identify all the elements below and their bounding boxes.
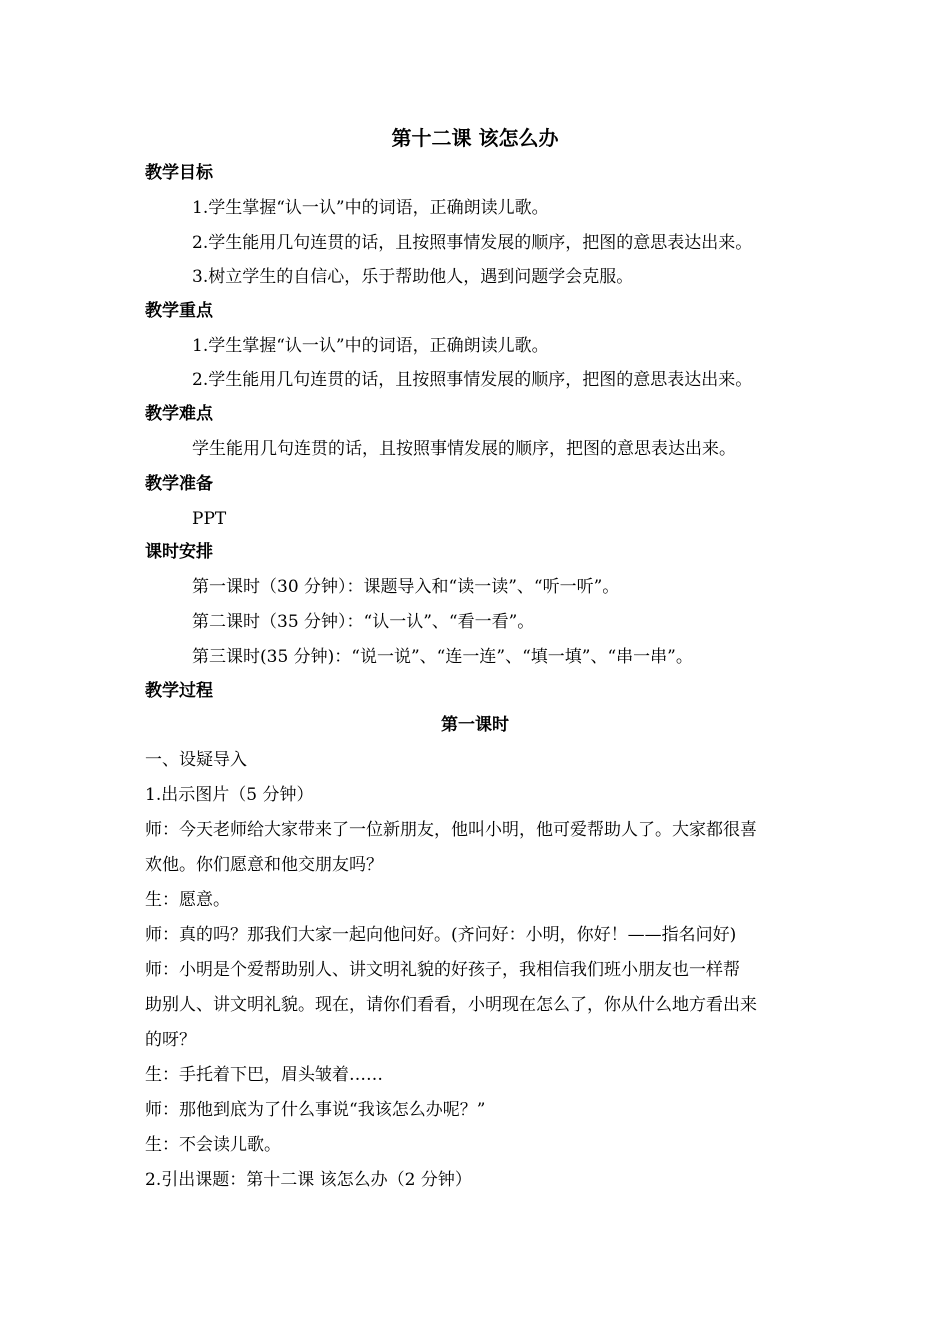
heading-difficulties: 教学难点	[145, 404, 213, 424]
difficulty-item-1: 学生能用几句连贯的话，且按照事情发展的顺序，把图的意思表达出来。	[192, 439, 736, 459]
process-line-1: 一、设疑导入	[145, 750, 247, 770]
process-line-2: 1.出示图片（5 分钟）	[145, 785, 314, 805]
process-line-11: 师：那他到底为了什么事说“我该怎么办呢？”	[145, 1100, 486, 1120]
heading-key-points: 教学重点	[145, 301, 213, 321]
goal-item-3: 3.树立学生的自信心，乐于帮助他人，遇到问题学会克服。	[192, 267, 634, 287]
goal-item-1: 1.学生掌握“认一认”中的词语，正确朗读儿歌。	[192, 198, 549, 218]
heading-teaching-goals: 教学目标	[145, 163, 213, 183]
process-line-6: 师：真的吗？那我们大家一起向他问好。(齐问好：小明，你好！——指名问好)	[145, 925, 737, 945]
process-line-7: 师：小明是个爱帮助别人、讲文明礼貌的好孩子，我相信我们班小朋友也一样帮	[145, 960, 740, 980]
process-line-10: 生：手托着下巴，眉头皱着……	[145, 1065, 383, 1085]
process-line-3: 师：今天老师给大家带来了一位新朋友，他叫小明，他可爱帮助人了。大家都很喜	[145, 820, 757, 840]
schedule-item-1: 第一课时（30 分钟）：课题导入和“读一读”、“听一听”。	[192, 577, 620, 597]
subheading-first-lesson: 第一课时	[441, 715, 509, 735]
schedule-item-2: 第二课时（35 分钟）：“认一认”、“看一看”。	[192, 612, 535, 632]
preparation-item-1: PPT	[192, 509, 227, 529]
process-line-9: 的呀？	[145, 1030, 196, 1050]
heading-teaching-process: 教学过程	[145, 681, 213, 701]
goal-item-2: 2.学生能用几句连贯的话，且按照事情发展的顺序，把图的意思表达出来。	[192, 233, 753, 253]
keypoint-item-2: 2.学生能用几句连贯的话，且按照事情发展的顺序，把图的意思表达出来。	[192, 370, 753, 390]
process-line-8: 助别人、讲文明礼貌。现在，请你们看看，小明现在怎么了，你从什么地方看出来	[145, 995, 757, 1015]
process-line-12: 生：不会读儿歌。	[145, 1135, 281, 1155]
process-line-4: 欢他。你们愿意和他交朋友吗？	[145, 855, 383, 875]
heading-preparation: 教学准备	[145, 474, 213, 494]
process-line-5: 生：愿意。	[145, 890, 230, 910]
heading-schedule: 课时安排	[145, 542, 213, 562]
lesson-title: 第十二课 该怎么办	[391, 126, 559, 150]
keypoint-item-1: 1.学生掌握“认一认”中的词语，正确朗读儿歌。	[192, 336, 549, 356]
schedule-item-3: 第三课时(35 分钟)：“说一说”、“连一连”、“填一填”、“串一串”。	[192, 647, 693, 667]
process-line-13: 2.引出课题：第十二课 该怎么办（2 分钟）	[145, 1170, 472, 1190]
